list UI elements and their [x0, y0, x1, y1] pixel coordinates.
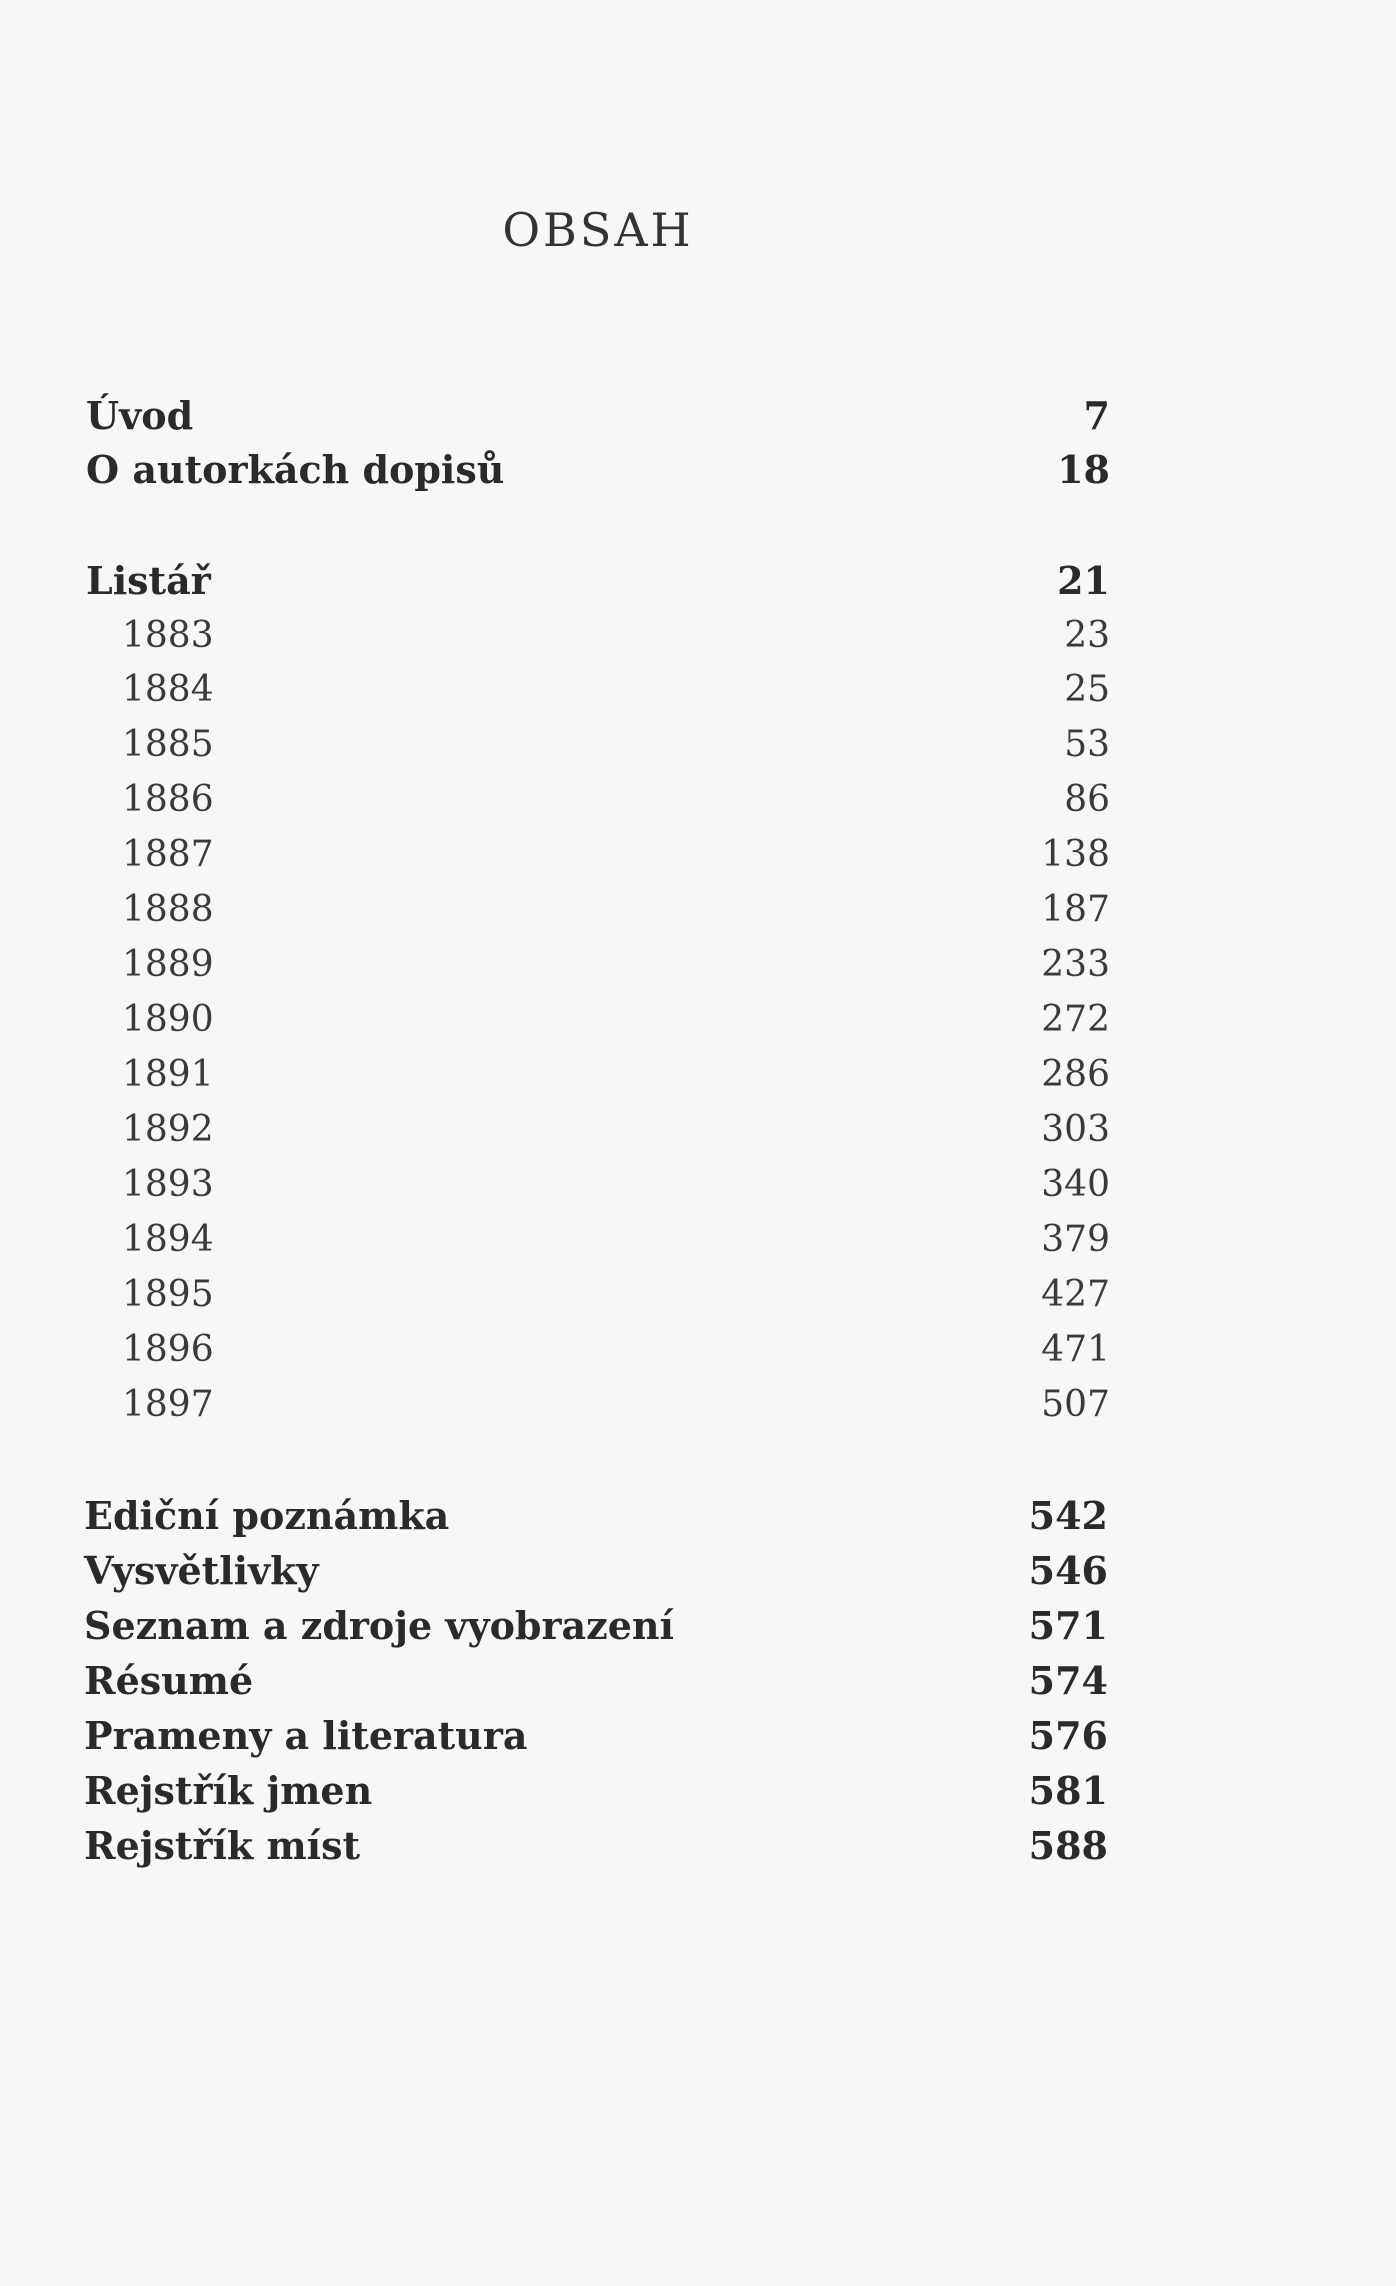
toc-entry-resume[interactable]: [84, 1655, 1108, 1707]
toc-entry-page: 581: [1028, 1768, 1108, 1813]
toc-entry-edicni-poznamka[interactable]: [84, 1490, 1108, 1542]
toc-entry-label: 1888: [122, 889, 214, 930]
toc-entry-listar[interactable]: [86, 555, 1110, 607]
toc-entry-label: 1895: [122, 1274, 214, 1315]
toc-entry-page: 588: [1028, 1823, 1108, 1868]
toc-entry-label: Résumé: [84, 1658, 254, 1703]
toc-entry-page: 507: [1041, 1384, 1110, 1425]
toc-entry-page: 18: [1057, 447, 1110, 492]
toc-entry-prameny[interactable]: [84, 1710, 1108, 1762]
toc-entry-page: 7: [1083, 393, 1110, 438]
toc-entry-page: 576: [1028, 1713, 1108, 1758]
toc-entry-label: 1890: [122, 999, 214, 1040]
toc-entry-page: 303: [1041, 1109, 1110, 1150]
toc-entry-year[interactable]: [122, 1269, 1110, 1321]
toc-entry-label: Úvod: [86, 393, 194, 438]
toc-entry-label: Ediční poznámka: [84, 1493, 450, 1538]
toc-entry-rejstrik-mist[interactable]: [84, 1820, 1108, 1872]
toc-entry-page: 574: [1028, 1658, 1108, 1703]
toc-entry-label: Listář: [86, 558, 211, 603]
toc-entry-page: 379: [1041, 1219, 1110, 1260]
toc-entry-year[interactable]: [122, 664, 1110, 716]
toc-entry-label: Seznam a zdroje vyobrazení: [84, 1603, 674, 1648]
toc-entry-year[interactable]: [122, 1104, 1110, 1156]
toc-entry-year[interactable]: [122, 829, 1110, 881]
toc-entry-page: 233: [1041, 944, 1110, 985]
toc-entry-seznam-vyobrazeni[interactable]: [84, 1600, 1108, 1652]
toc-entry-label: 1889: [122, 944, 214, 985]
toc-entry-page: 427: [1041, 1274, 1110, 1315]
toc-entry-page: 571: [1028, 1603, 1108, 1648]
toc-entry-year[interactable]: [122, 994, 1110, 1046]
toc-entry-page: 53: [1064, 724, 1110, 765]
toc-entry-label: 1894: [122, 1219, 214, 1260]
toc-entry-page: 138: [1041, 834, 1110, 875]
toc-entry-label: 1891: [122, 1054, 214, 1095]
toc-entry-year[interactable]: [122, 1324, 1110, 1376]
toc-entry-label: 1885: [122, 724, 214, 765]
toc-entry-label: 1892: [122, 1109, 214, 1150]
toc-entry-year[interactable]: [122, 610, 1110, 662]
toc-entry-label: Rejstřík míst: [84, 1823, 361, 1868]
toc-entry-page: 272: [1041, 999, 1110, 1040]
toc-entry-year[interactable]: [122, 1049, 1110, 1101]
page-title: OBSAH: [502, 203, 694, 257]
toc-entry-label: Prameny a literatura: [84, 1713, 528, 1758]
toc-entry-o-autorkach[interactable]: [86, 444, 1110, 496]
toc-entry-page: 546: [1028, 1548, 1108, 1593]
toc-entry-label: 1884: [122, 669, 214, 710]
toc-entry-year[interactable]: [122, 939, 1110, 991]
toc-entry-page: 25: [1064, 669, 1110, 710]
toc-entry-label: 1886: [122, 779, 214, 820]
toc-entry-label: Vysvětlivky: [84, 1548, 319, 1593]
toc-entry-label: 1896: [122, 1329, 214, 1370]
toc-entry-label: 1883: [122, 615, 214, 656]
toc-entry-page: 21: [1057, 558, 1110, 603]
toc-entry-page: 23: [1064, 615, 1110, 656]
toc-entry-page: 542: [1028, 1493, 1108, 1538]
toc-entry-uvod[interactable]: [86, 390, 1110, 442]
toc-entry-year[interactable]: [122, 1379, 1110, 1431]
toc-entry-label: 1887: [122, 834, 214, 875]
toc-entry-label: 1897: [122, 1384, 214, 1425]
toc-entry-label: 1893: [122, 1164, 214, 1205]
toc-entry-page: 86: [1064, 779, 1110, 820]
toc-entry-label: Rejstřík jmen: [84, 1768, 373, 1813]
toc-entry-vysvetlivky[interactable]: [84, 1545, 1108, 1597]
toc-entry-year[interactable]: [122, 1214, 1110, 1266]
toc-entry-year[interactable]: [122, 719, 1110, 771]
toc-entry-year[interactable]: [122, 1159, 1110, 1211]
toc-entry-year[interactable]: [122, 774, 1110, 826]
toc-entry-page: 471: [1041, 1329, 1110, 1370]
toc-entry-year[interactable]: [122, 884, 1110, 936]
toc-entry-rejstrik-jmen[interactable]: [84, 1765, 1108, 1817]
toc-entry-label: O autorkách dopisů: [86, 447, 505, 492]
toc-entry-page: 286: [1041, 1054, 1110, 1095]
toc-entry-page: 187: [1041, 889, 1110, 930]
toc-entry-page: 340: [1041, 1164, 1110, 1205]
